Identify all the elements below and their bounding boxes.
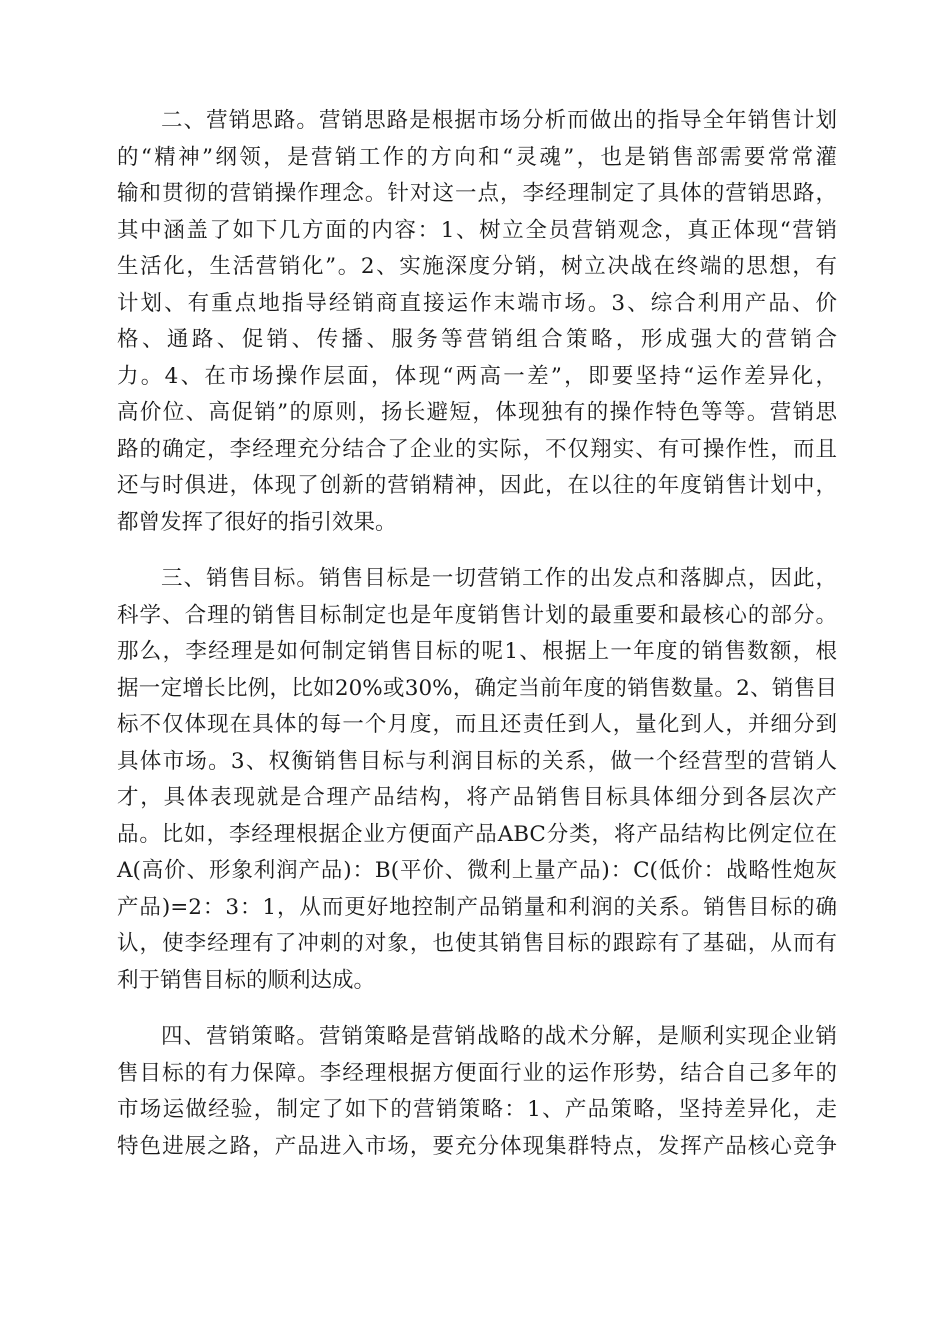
text-line: A(高价、形象利润产品)：B(平价、微利上量产品)：C(低价：战略性炮灰 [117, 858, 837, 883]
body-text [117, 103, 837, 1185]
text-line: 利于销售目标的顺利达成。 [117, 967, 376, 993]
text-line: 产品)=2：3：1，从而更好地控制产品销量和利润的关系。销售目标的确 [117, 894, 837, 920]
text-line: 标不仅体现在具体的每一个月度，而且还责任到人，量化到人，并细分到 [117, 712, 837, 737]
text-line: 力。4、在市场操作层面，体现“两高一差”，即要坚持“运作差异化， [117, 363, 837, 389]
text-line: 才，具体表现就是合理产品结构，将产品销售目标具体细分到各层次产 [117, 785, 837, 810]
text-line: 市场运做经验，制定了如下的营销策略：1、产品策略，坚持差异化，走 [117, 1097, 837, 1122]
text-line: 认，使李经理有了冲刺的对象，也使其销售目标的跟踪有了基础，从而有 [117, 931, 837, 956]
text-line: 那么，李经理是如何制定销售目标的呢1、根据上一年度的销售数额，根 [117, 639, 837, 664]
text-line: 生活化，生活营销化”。2、实施深度分销，树立决战在终端的思想，有 [117, 254, 837, 279]
text-line: 特色进展之路，产品进入市场，要充分体现集群特点，发挥产品核心竞争 [117, 1133, 837, 1159]
text-line: 的“精神”纲领，是营销工作的方向和“灵魂”，也是销售部需要常常灌 [117, 144, 837, 170]
text-line: 还与时俱进，体现了创新的营销精神，因此，在以往的年度销售计划中， [117, 473, 837, 498]
text-line: 品。比如，李经理根据企业方便面产品ABC分类，将产品结构比例定位在 [117, 821, 837, 847]
text-line: 都曾发挥了很好的指引效果。 [117, 509, 397, 535]
text-line: 计划、有重点地指导经销商直接运作末端市场。3、综合利用产品、价 [117, 290, 837, 316]
text-line: 具体市场。3、权衡销售目标与利润目标的关系，做一个经营型的营销人 [117, 748, 837, 774]
text-line: 路的确定，李经理充分结合了企业的实际，不仅翔实、有可操作性，而且 [117, 436, 837, 462]
paragraph-sales-target [117, 561, 837, 999]
text-line: 格、通路、促销、传播、服务等营销组合策略，形成强大的营销合 [117, 327, 837, 352]
text-line: 四、营销策略。营销策略是营销战略的战术分解，是顺利实现企业销 [161, 1024, 837, 1049]
text-line: 三、销售目标。销售目标是一切营销工作的出发点和落脚点，因此， [161, 566, 837, 591]
paragraph-marketing-strategy [117, 1019, 837, 1165]
text-line: 高价位、高促销”的原则，扬长避短，体现独有的操作特色等等。营销思 [117, 400, 837, 425]
text-line: 其中涵盖了如下几方面的内容：1、树立全员营销观念，真正体现“营销 [117, 217, 837, 243]
paragraph-marketing-approach [117, 103, 837, 541]
text-line: 二、营销思路。营销思路是根据市场分析而做出的指导全年销售计划 [161, 108, 837, 133]
text-line: 输和贯彻的营销操作理念。针对这一点，李经理制定了具体的营销思路， [117, 181, 837, 206]
text-line: 据一定增长比例，比如20%或30%，确定当前年度的销售数量。2、销售目 [117, 675, 837, 701]
text-line: 科学、合理的销售目标制定也是年度销售计划的最重要和最核心的部分。 [117, 602, 837, 628]
text-line: 售目标的有力保障。李经理根据方便面行业的运作形势，结合自己多年的 [117, 1060, 837, 1086]
